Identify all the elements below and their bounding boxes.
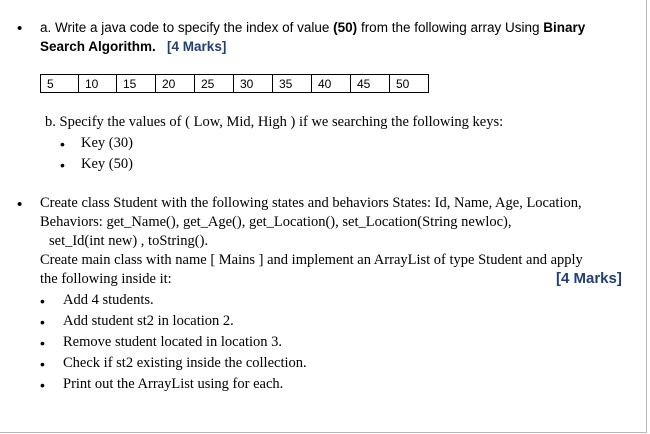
array-cell: 5 [41,75,79,93]
marks-label-b: [4 Marks] [556,270,622,287]
array-cell: 45 [351,75,390,93]
bullet-marker: • [40,377,45,393]
section2-line-5: the following inside it: [40,271,172,287]
bullet-marker: • [60,136,65,152]
array-cell: 10 [79,75,117,93]
task-item: Print out the ArrayList using for each. [63,376,284,392]
array-cell: 20 [156,75,195,93]
marks-label-a: [4 Marks] [167,39,227,54]
part-a-line-1 [40,20,585,35]
bullet-marker: • [40,356,45,372]
part-b-intro: b. Specify the values of ( Low, Mid, High ) if we searching the following keys: [45,114,504,130]
task-item: Add 4 students. [63,292,154,308]
algorithm-name-end: Search Algorithm. [40,39,156,54]
array-cell: 40 [312,75,351,93]
bullet-marker: • [40,314,45,330]
array-row [41,75,429,93]
array-table [40,74,429,93]
array-cell: 15 [117,75,156,93]
bullet-marker: • [17,196,23,213]
part-a-text: a. Write a java code to specify the index of value [40,20,334,35]
part-a-line-2 [40,39,226,54]
section2-line-2: Behaviors: get_Name(), get_Age(), get_Location(), set_Location(String newloc), [40,214,512,230]
part-a-text-middle: from the following array Using [357,20,544,35]
section2-line-3: set_Id(int new) , toString(). [49,233,209,249]
array-cell: 30 [234,75,273,93]
array-cell: 50 [390,75,429,93]
target-value: (50) [333,20,358,35]
task-item: Add student st2 in location 2. [63,313,234,329]
bullet-marker: • [40,335,45,351]
array-cell: 35 [273,75,312,93]
key-item: Key (30) [81,135,133,151]
array-cell: 25 [195,75,234,93]
bullet-marker: • [40,293,45,309]
section2-line-4: Create main class with name [ Mains ] and implement an ArrayList of type Student and apply [40,252,583,268]
bullet-marker: • [17,20,23,37]
task-item: Remove student located in location 3. [63,334,283,350]
key-item: Key (50) [81,156,133,172]
section2-line-1: Create class Student with the following states and behaviors States: Id, Name, Age, Location, [40,195,582,211]
bullet-marker: • [60,157,65,173]
task-item: Check if st2 existing inside the collection. [63,355,307,371]
algorithm-name-start: Binary [543,20,586,35]
